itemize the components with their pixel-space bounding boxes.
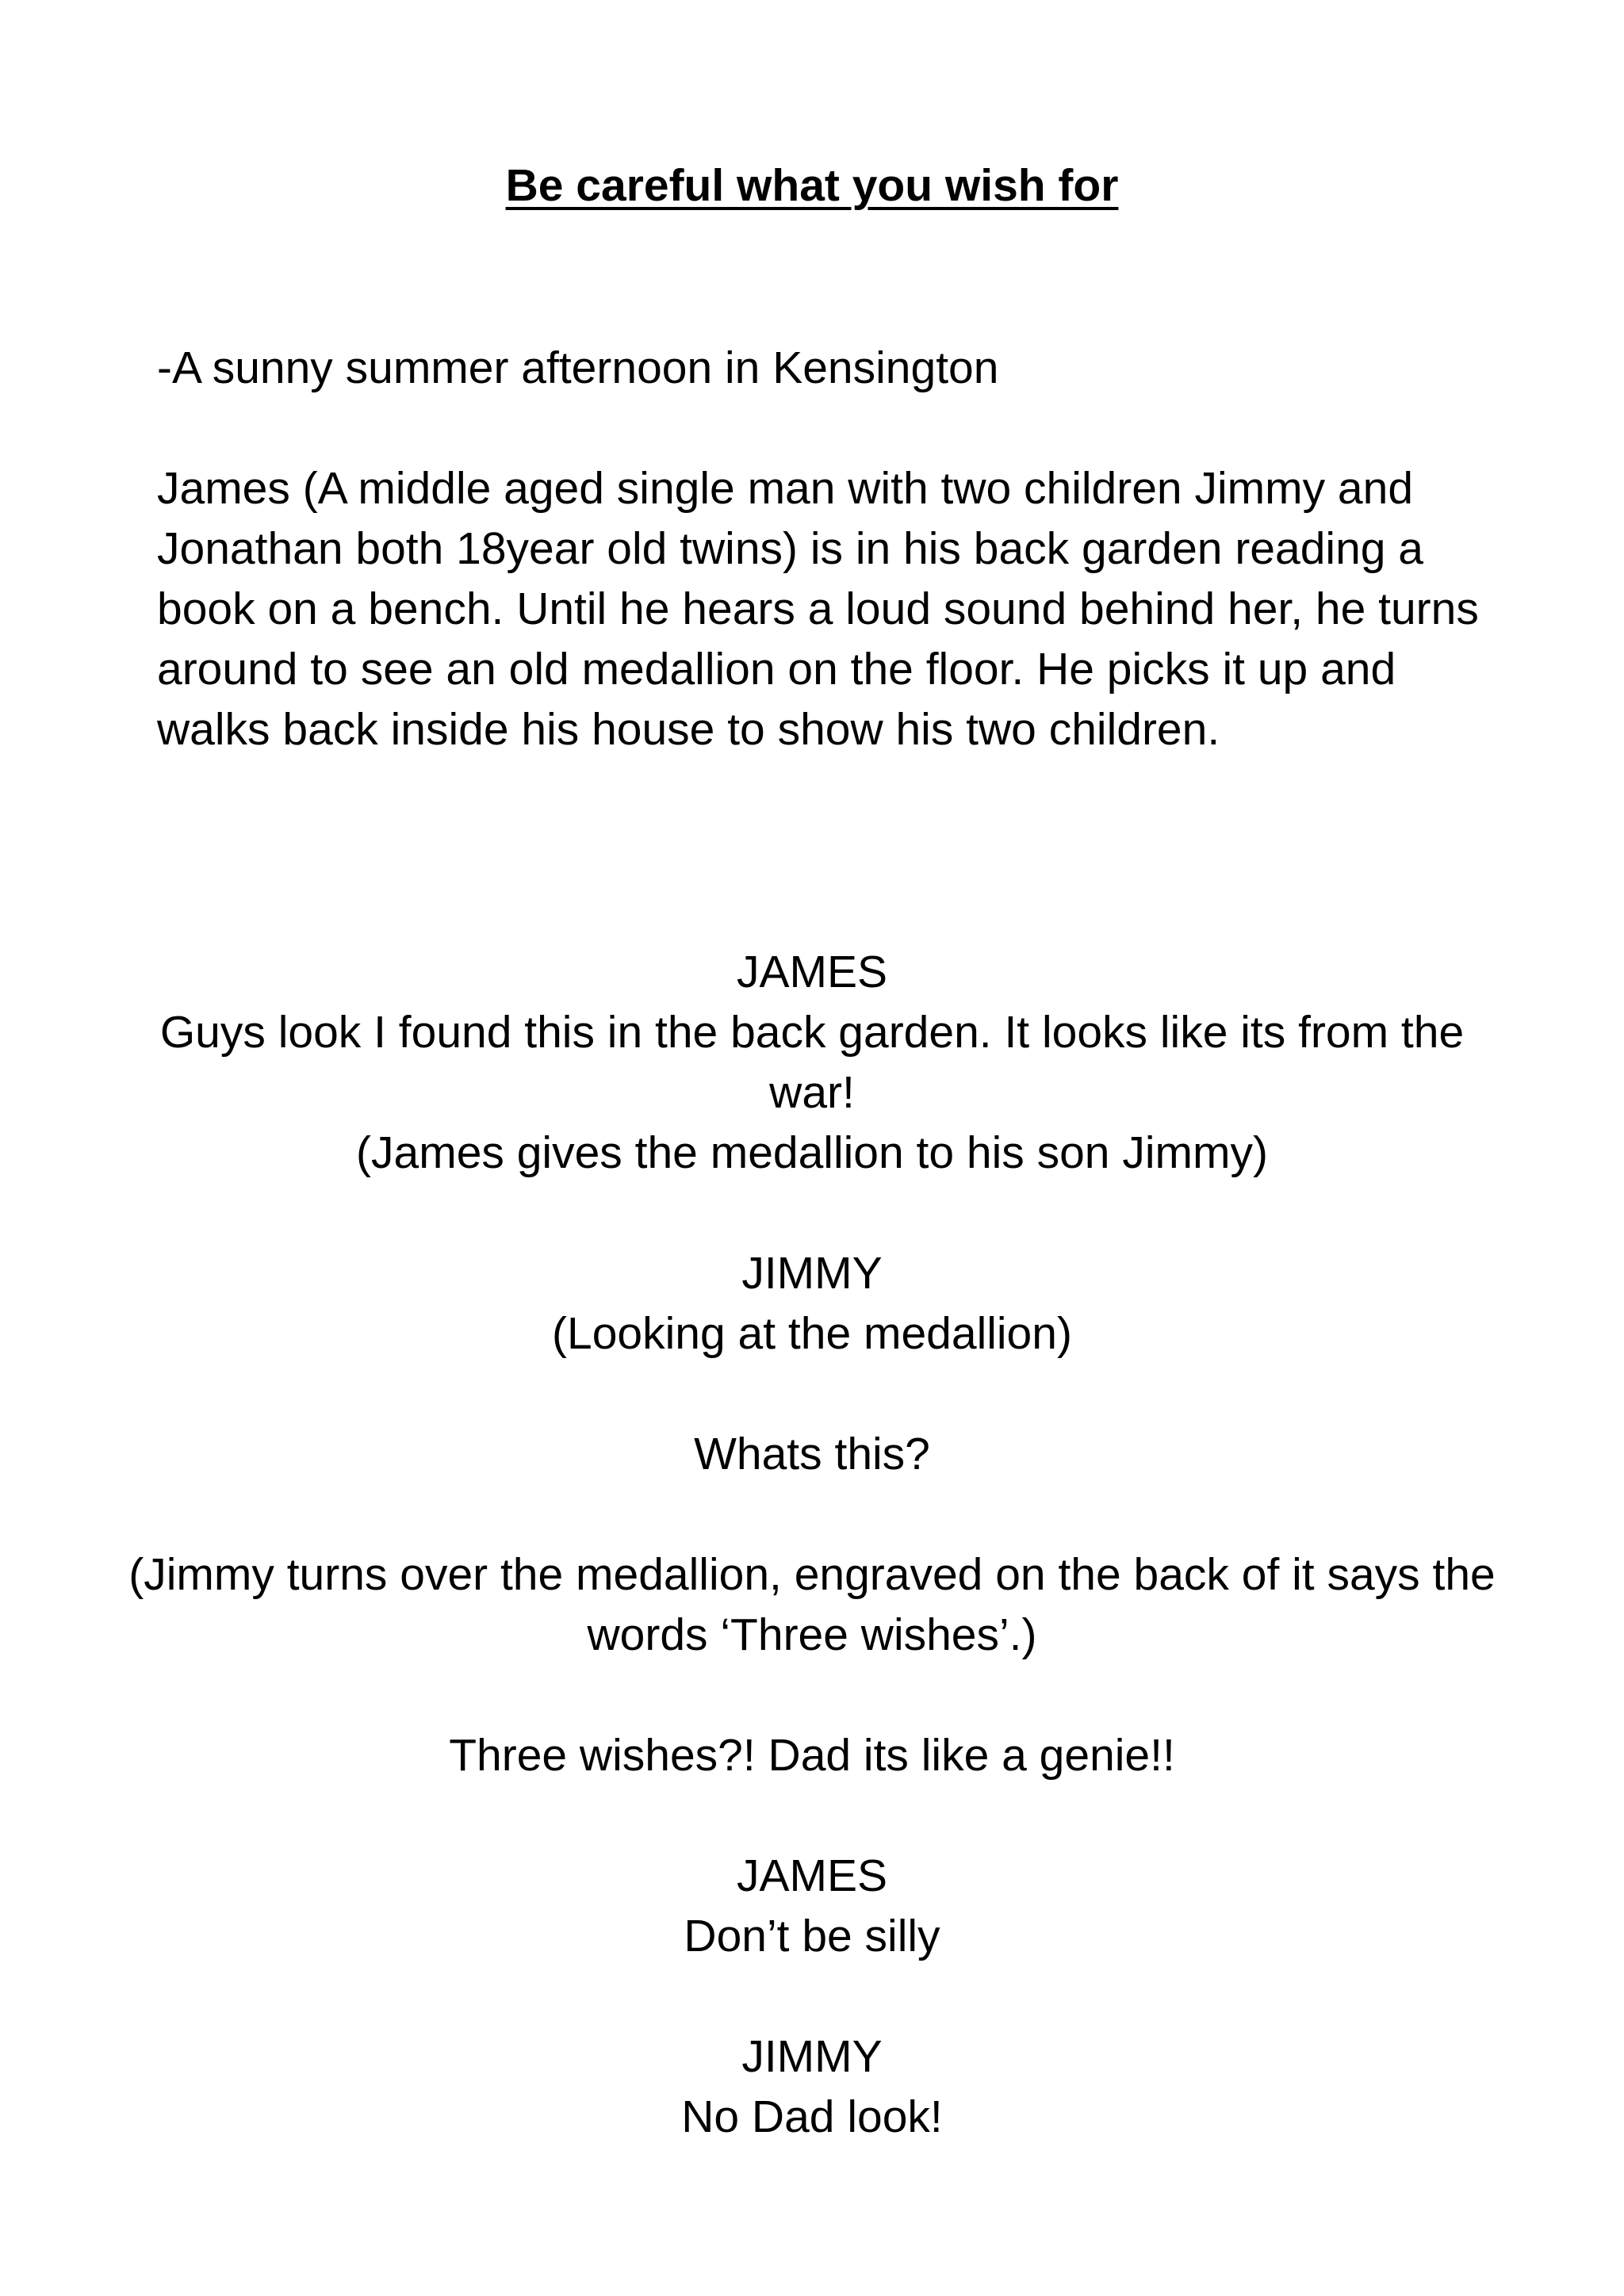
dialogue-section — [119, 942, 1505, 2207]
dialogue-block — [119, 2026, 1505, 2147]
dialogue-line: No Dad look! — [681, 2091, 943, 2142]
dialogue-block — [119, 942, 1505, 1183]
stage-direction: (James gives the medallion to his son Jimmy) — [356, 1127, 1268, 1178]
dialogue-block — [119, 1846, 1505, 1966]
dialogue-line: Don’t be silly — [684, 1911, 940, 1961]
scene-description: James (A middle aged single man with two children Jimmy and Jonathan both 18year old twins) is in his back garden reading a book on a bench. Until he hears a loud sound behind her, he turns around to see an old medallion on the floor. He picks it up and walks back inside his house to show his two children. — [157, 463, 1479, 755]
stage-direction: (Jimmy turns over the medallion, engraved on the back of it says the words ‘Three wishes’.) — [128, 1549, 1496, 1660]
dialogue-line: Guys look I found this in the back garden. It looks like its from the war! — [159, 1007, 1465, 1118]
dialogue-block — [119, 1424, 1505, 1484]
speaker-name: JIMMY — [741, 1248, 883, 1299]
speaker-name: JAMES — [736, 947, 888, 997]
dialogue-block — [119, 1725, 1505, 1785]
scene-setting: -A sunny summer afternoon in Kensington — [157, 342, 999, 393]
document-title: Be careful what you wish for — [505, 160, 1119, 211]
stage-direction: (Looking at the medallion) — [552, 1308, 1072, 1359]
speaker-name: JAMES — [736, 1850, 888, 1901]
dialogue-block — [119, 1544, 1505, 1665]
dialogue-line: Whats this? — [694, 1429, 930, 1479]
speaker-name: JIMMY — [741, 2031, 883, 2082]
dialogue-block — [119, 1243, 1505, 1364]
dialogue-line: Three wishes?! Dad its like a genie!! — [449, 1730, 1175, 1781]
